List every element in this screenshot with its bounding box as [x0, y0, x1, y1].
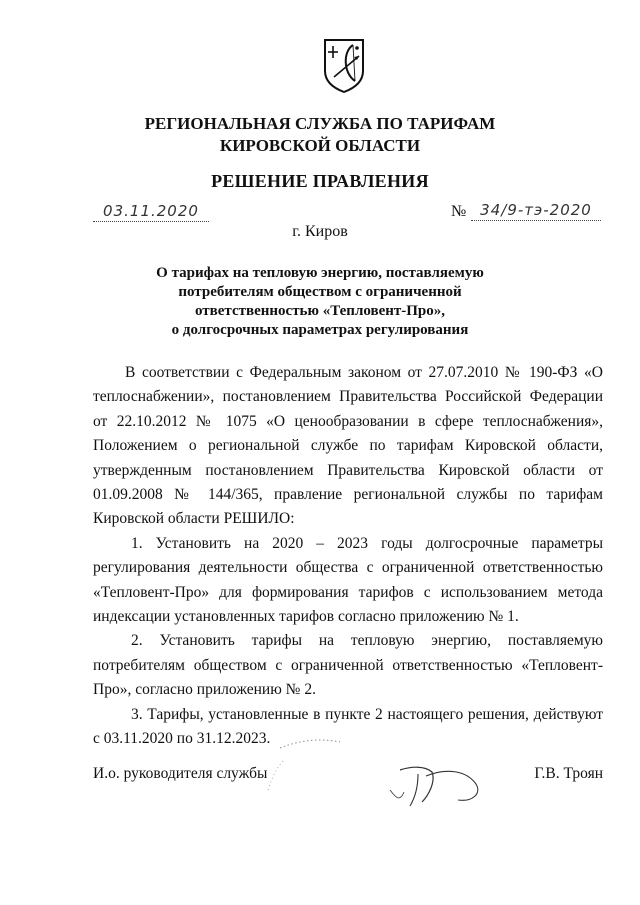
city: г. Киров: [292, 223, 348, 240]
clause-1: 1. Установить на 2020 – 2023 годы долгосрочные параметры регулирования деятельности общества с ограниченной ответственностью «Тепловент-Про» для формирования тарифов с использованием метода индексации установленных тарифов согласно приложению № 1.: [93, 534, 603, 626]
signatory-position: И.о. руководителя службы: [93, 765, 268, 782]
signature-icon: [250, 730, 510, 820]
decision-number: [451, 200, 603, 222]
subject-line: О тарифах на тепловую энергию, поставляемую: [156, 265, 484, 281]
number-value: 34/9-тэ-2020: [471, 202, 601, 221]
decision-date: 03.11.2020: [93, 203, 209, 222]
organization-name: [0, 113, 640, 157]
decision-subject: [140, 264, 500, 340]
subject-line: ответственностью «Тепловент-Про»,: [194, 303, 446, 319]
subject-line: потребителям обществом с ограниченной: [178, 284, 462, 300]
preamble-paragraph: В соответствии с Федеральным законом от 27.07.2010 № 190-ФЗ «О теплоснабжении», постановлением Правительства Российской Федерации от 22.10.2012 № 1075 «О ценообразовании в сфере теплоснабжения», Положением о региональной службе по тарифам Кировской области, утвержденным постановлением Правительства Кировской области от 01.09.2008 № 144/365, правление региональной службы по тарифам Кировской области РЕШИЛО:: [93, 364, 603, 528]
clause-3: 3. Тарифы, установленные в пункте 2 настоящего решения, действуют с 03.11.2020 по 31.12.2023.: [93, 705, 603, 748]
number-sign: №: [451, 203, 467, 220]
coat-of-arms-icon: [322, 37, 366, 93]
signatory-name: Г.В. Троян: [534, 765, 603, 782]
document-title: РЕШЕНИЕ ПРАВЛЕНИЯ: [211, 171, 429, 191]
subject-line: о долгосрочных параметрах регулирования: [171, 322, 469, 338]
decision-body: [93, 361, 603, 752]
org-name-line1: РЕГИОНАЛЬНАЯ СЛУЖБА ПО ТАРИФАМ: [144, 114, 496, 133]
org-name-line2: КИРОВСКОЙ ОБЛАСТИ: [219, 136, 421, 155]
clause-2: 2. Установить тарифы на тепловую энергию, поставляемую потребителям обществом с ограниченной ответственностью «Тепловент-Про», согласно приложению № 2.: [93, 632, 603, 699]
